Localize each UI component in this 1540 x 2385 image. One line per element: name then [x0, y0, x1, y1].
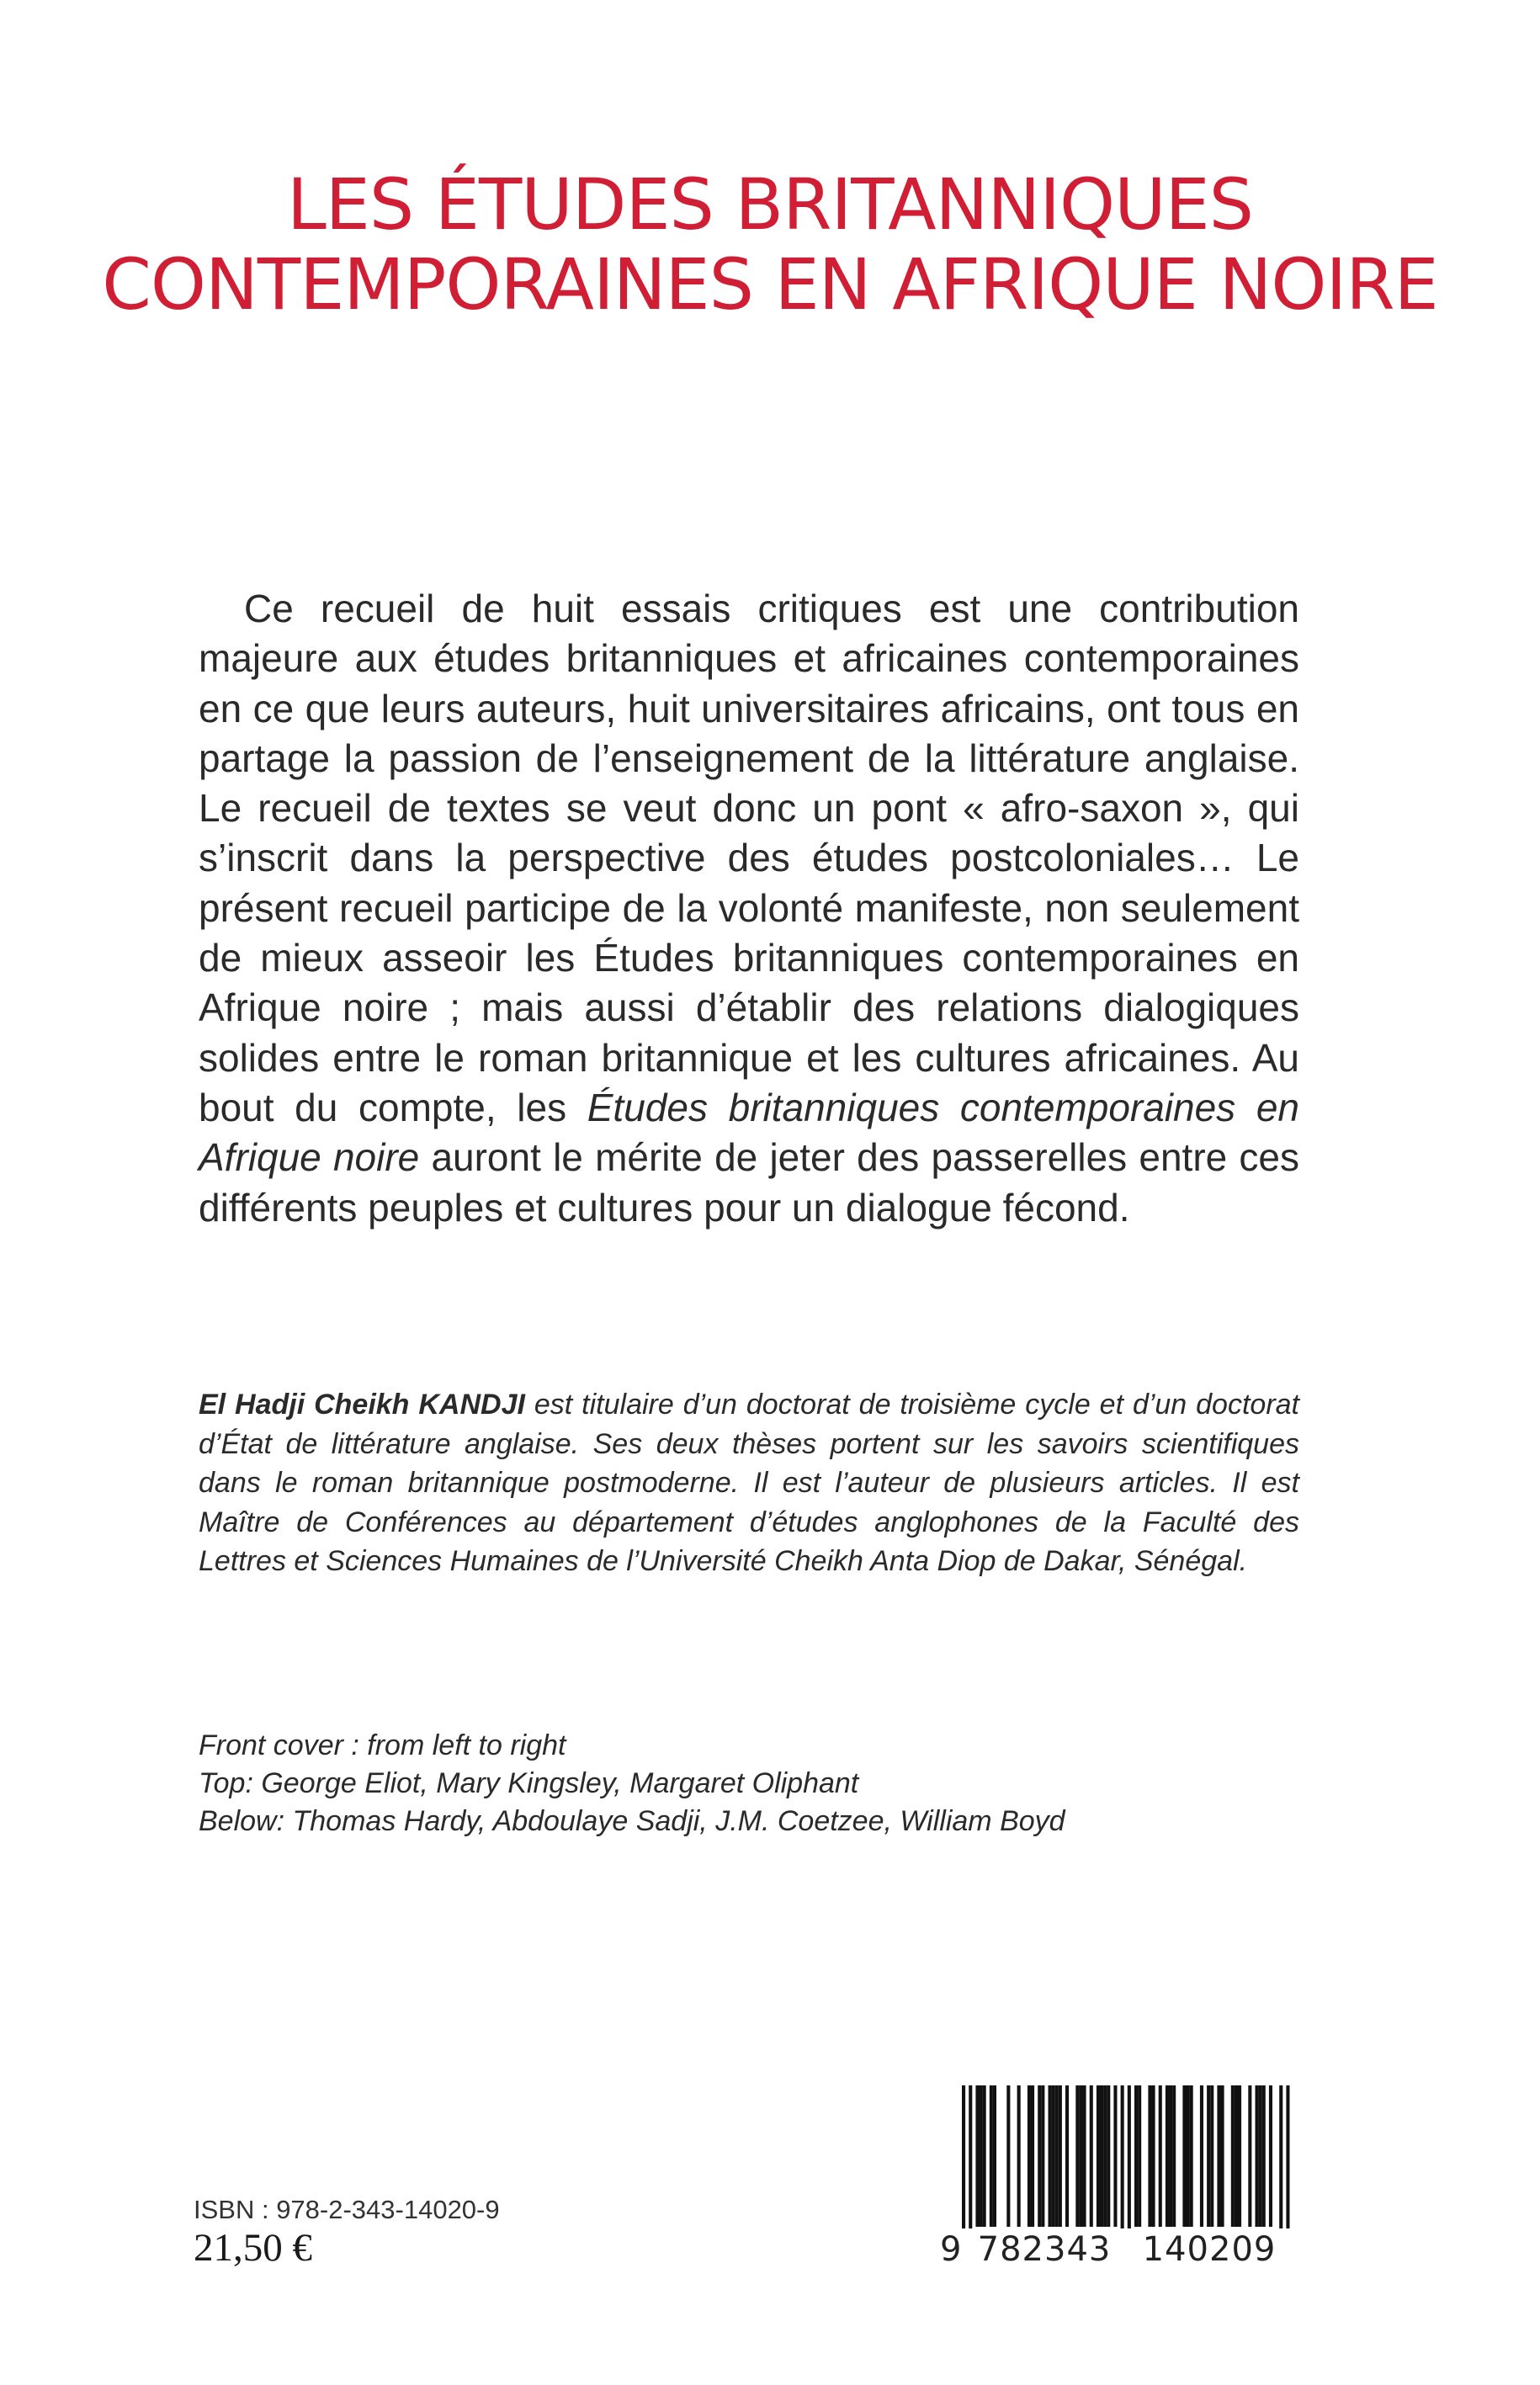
price-label: 21,50 €	[194, 2226, 312, 2270]
barcode-bar	[1041, 2085, 1044, 2227]
barcode-bar	[1100, 2085, 1103, 2227]
cover-credits-line-3: Below: Thomas Hardy, Abdoulaye Sadji, J.M. Coetzee, William Boyd	[199, 1805, 1065, 1837]
barcode-bar	[1182, 2085, 1186, 2227]
barcode-bar	[962, 2085, 965, 2228]
barcode-bar	[1134, 2085, 1138, 2227]
cover-credits-line-1: Front cover : from left to right	[199, 1729, 566, 1761]
summary-text-part-2: auront le mérite de jeter des passerelles entre ces différents peuples et cultures pour un dialogue fécond.	[199, 1135, 1299, 1230]
barcode-bar	[1097, 2085, 1100, 2227]
barcode-digit-first: 9	[940, 2230, 963, 2269]
barcode-bar	[1121, 2085, 1124, 2228]
barcode-digits-left: 782343	[977, 2230, 1112, 2269]
barcode-bar	[1006, 2085, 1010, 2227]
barcode-bar	[1038, 2085, 1041, 2227]
author-name: El Hadji Cheikh KANDJI	[199, 1389, 525, 1421]
barcode-bar	[1262, 2085, 1266, 2227]
barcode-bar	[1055, 2085, 1059, 2227]
barcode-bar	[1052, 2085, 1055, 2227]
barcode-bar	[1031, 2085, 1034, 2227]
author-bio	[199, 1385, 1299, 1581]
barcode-bar	[969, 2085, 972, 2228]
barcode-bar	[1075, 2085, 1079, 2227]
barcode-bar	[1017, 2085, 1021, 2227]
barcode-bar	[975, 2085, 979, 2227]
book-title-line-1: LES ÉTUDES BRITANNIQUES	[287, 163, 1253, 246]
barcode-bar	[1259, 2085, 1262, 2227]
barcode-bar	[1103, 2085, 1107, 2227]
isbn-label: ISBN : 978-2-343-14020-9	[194, 2195, 500, 2224]
book-title-line-2: CONTEMPORAINES EN AFRIQUE NOIRE	[102, 242, 1438, 326]
barcode-bar	[1256, 2085, 1259, 2227]
barcode-bar	[1113, 2085, 1117, 2227]
barcode-bar	[1190, 2085, 1193, 2227]
barcode-bar	[1235, 2085, 1238, 2227]
barcode-bar	[1079, 2085, 1082, 2227]
barcode-bar	[1210, 2085, 1213, 2227]
barcode-bar	[1169, 2085, 1172, 2227]
cover-credits	[199, 1727, 1293, 1841]
barcode-bar	[1065, 2085, 1069, 2227]
barcode-bar	[1159, 2085, 1162, 2227]
summary-text-part-1: Ce recueil de huit essais critiques est une contribution majeure aux études britanniques et africaines contemporaines en ce que leurs auteurs, huit universitaires africains, ont tous en partage la passion de l’enseignement de la littérature anglaise. Le recueil de textes se veut donc un pont « afro-saxon », qui s’inscrit dans la perspective des études postcoloniales… Le présent recueil participe de la volonté manifeste, non seulement de mieux asseoir les Études britanniques contemporaines en Afrique noire ; mais aussi d’établir des relations dialogiques solides entre le roman britannique et les cultures africaines. Au bout du compte, les	[199, 587, 1299, 1129]
barcode-bar	[1269, 2085, 1272, 2227]
barcode-bar	[1049, 2085, 1052, 2227]
barcode-bar	[1128, 2085, 1131, 2228]
barcode-bars	[940, 2085, 1293, 2228]
cover-credits-line-2: Top: George Eliot, Mary Kingsley, Margaret Oliphant	[199, 1767, 859, 1799]
summary-italic-title: Études britanniques contemporaines en Afrique noire	[199, 1085, 1300, 1180]
barcode-bar	[990, 2085, 993, 2227]
barcode-digits-right: 140209	[1142, 2230, 1277, 2269]
barcode-bar	[1200, 2085, 1203, 2227]
barcode-bar	[1221, 2085, 1224, 2227]
barcode-bar	[1148, 2085, 1151, 2227]
book-title	[76, 165, 1464, 325]
barcode-bar	[1217, 2085, 1220, 2227]
barcode-bar	[1231, 2085, 1235, 2227]
barcode-bar	[1152, 2085, 1155, 2227]
barcode-digits	[940, 2230, 1293, 2269]
barcode-bar	[980, 2085, 983, 2227]
barcode-bar	[1059, 2085, 1062, 2227]
barcode-bar	[1238, 2085, 1241, 2227]
barcode-bar	[993, 2085, 996, 2227]
barcode-bar	[1172, 2085, 1176, 2227]
barcode-bar	[1107, 2085, 1110, 2227]
author-bio-text: est titulaire d’un doctorat de troisième cycle et d’un doctorat d’État de littérature anglaise. Ses deux thèses portent sur les savoirs scientifiques dans le roman britannique postmoderne. Il est l’auteur de plusieurs articles. Il est Maître de Conférences au département d’études anglophones de la Faculté des Lettres et Sciences Humaines de l’Université Cheikh Anta Diop de Dakar, Sénégal.	[199, 1389, 1299, 1577]
barcode-bar	[983, 2085, 986, 2227]
barcode-bar	[1248, 2085, 1251, 2227]
barcode-bar	[1138, 2085, 1141, 2227]
barcode-bar	[1286, 2085, 1289, 2228]
barcode-bar	[1187, 2085, 1190, 2227]
book-summary	[199, 584, 1299, 1233]
barcode-bar	[1090, 2085, 1093, 2227]
barcode-bar	[1083, 2085, 1086, 2227]
barcode-bar	[1166, 2085, 1169, 2227]
barcode-bar	[1279, 2085, 1282, 2228]
barcode	[940, 2085, 1293, 2271]
barcode-bar	[1207, 2085, 1210, 2227]
barcode-bar	[1028, 2085, 1031, 2227]
